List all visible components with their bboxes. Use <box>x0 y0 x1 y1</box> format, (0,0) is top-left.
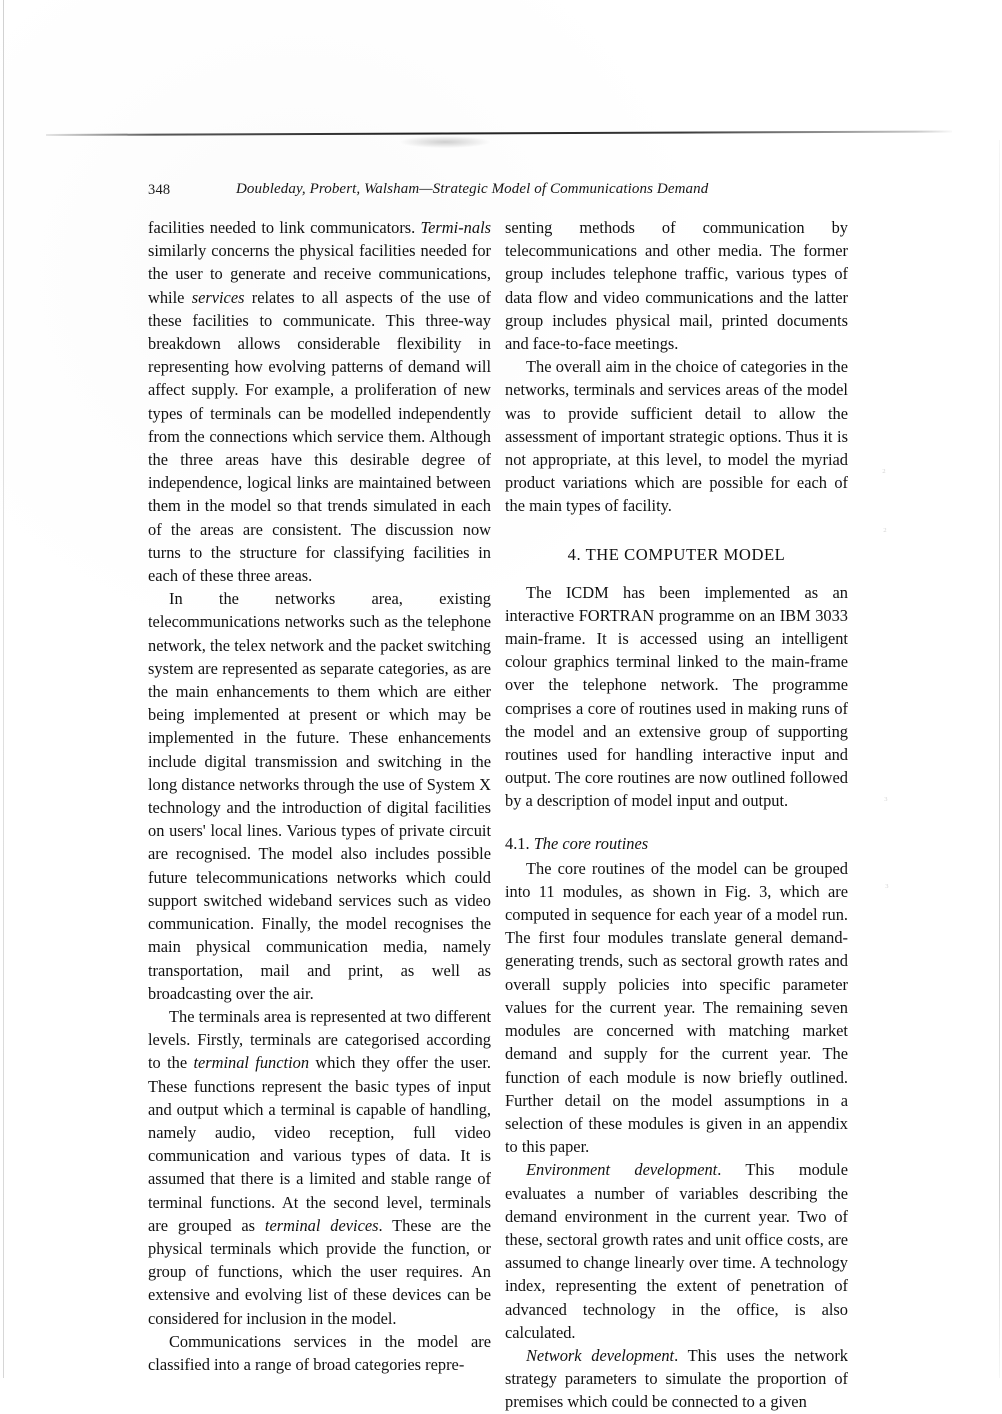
page-number: 348 <box>148 182 171 198</box>
column-left <box>148 216 491 1376</box>
running-head-title: Doubleday, Probert, Walsham—Strategic Model of Communications Demand <box>236 181 709 197</box>
emphasised-term: Termi- <box>420 218 464 237</box>
paragraph-network-development: Network development. This uses the network strategy parameters to simulate the proportion of premises which could be connected to a given <box>505 1345 849 1412</box>
emphasised-term: Environment development <box>526 1160 718 1180</box>
scan-speck: ₂ <box>883 521 887 533</box>
column-right <box>505 216 848 1414</box>
scan-speck: ₃ <box>885 877 889 889</box>
paragraph-icdm-implemented: The ICDM has been implemented as an interactive FORTRAN programme on an IBM 3033 main-frame. It is accessed using an intelligent colour graphics terminal linked to the main-frame over the telephone network. The programme comprises a core of routines used in making runs of the model and an extensive group of supporting routines used for handling interactive input and output. The core routines are now outlined followed by a description of model input and output. <box>505 582 848 811</box>
emphasised-term: terminal devices <box>264 1215 379 1235</box>
paragraph-facilities: facilities needed to link communicators. Termi-nals similarly concerns the physical facilities needed for the user to generate and receive communications, while services relates to all aspects of the use of these facilities to communicate. This three-way breakdown allows considerable flexibility in representing how evolving patterns of demand will affect supply. For example, a proliferation of new types of terminals can be modelled independently from the connections which service them. Although the three areas have this desirable degree of independence, logical links are maintained between them in the model so that trends simulated in each of the areas are consistent. The discussion now turns to the structure for classifying facilities in each of these three areas. <box>148 218 491 586</box>
paragraph-networks-area: In the networks area, existing telecommunications networks such as the telephone network, the telex network and the packet switching system are represented as separate categories, as are the main enhancements to them which are either being implemented at present or which may be implemented in the future. These enhancements include digital transmission and switching in the long distance networks through the use of System X technology and the introduction of digital facilities on users' local lines. Various types of private circuit are recognised. The model also includes possible future telecommunications networks which could support switched wideband services such as video communication. Finally, the model recognises the main physical communication media, namely transportation, mail and print, as well as broadcasting over the air. <box>148 589 491 1003</box>
scan-speck: ₂ <box>882 462 886 474</box>
emphasised-term: nals <box>463 218 491 237</box>
subsection-number: 4.1. <box>505 833 534 853</box>
subsection-heading <box>505 834 848 854</box>
emphasised-term: Network development <box>526 1345 675 1365</box>
paragraph-environment-development: Environment development. This module evaluates a number of variables describing the demand environment in the current year. Two of these, sectoral growth rates and unit office costs, are assumed to change linearly over time. A technology index, representing the extent of penetration of advanced technology in the office, is also calculated. <box>505 1160 848 1342</box>
emphasised-term: terminal function <box>193 1053 310 1073</box>
emphasised-term: services <box>191 287 245 307</box>
paragraph-communications-services: Communications services in the model are classified into a range of broad categories repre- <box>148 1331 491 1374</box>
running-head <box>148 181 854 201</box>
paragraph-terminals-area: The terminals area is represented at two different levels. Firstly, terminals are categorised according to the terminal function which they offer the user. These functions represent the basic types of input and output which a terminal is capable of handling, namely audio, video reception, full video communication and various types of data. It is assumed that there is a limited and stable range of terminal functions. At the second level, terminals are grouped as terminal devices. These are the physical terminals which provide the function, or group of functions, which the user requires. An extensive and evolving list of these devices can be considered for inclusion in the model. <box>148 1006 492 1328</box>
subsection-title: The core routines <box>533 833 649 853</box>
scan-speck: ₃ <box>884 790 888 802</box>
section-heading: 4. THE COMPUTER MODEL <box>567 544 786 564</box>
paragraph-overall-aim: The overall aim in the choice of categories in the networks, terminals and services areas of the model was to provide sufficient detail to allow the assessment of important strategic options. Thus it is not appropriate, at this level, to model the myriad product variations which are possible for each of the main types of facility. <box>505 357 848 516</box>
paragraph-core-routines: The core routines of the model can be grouped into 11 modules, as shown in Fig. 3, which are computed in sequence for each year of a model run. The first four modules translate general demand-generating trends, such as sectoral growth rates and overall supply policies into specific parameter values for the current year. The remaining seven modules are concerned with matching market demand and supply for the current year. The function of each module is now briefly outlined. Further detail on the model assumptions in a selection of these modules is given in an appendix to this paper. <box>505 858 848 1157</box>
paragraph-senting-methods: senting methods of communication by telecommunications and other media. The former group includes telephone traffic, various types of data flow and video communications and the latter group includes physical mail, printed documents and face-to-face meetings. <box>505 218 848 354</box>
